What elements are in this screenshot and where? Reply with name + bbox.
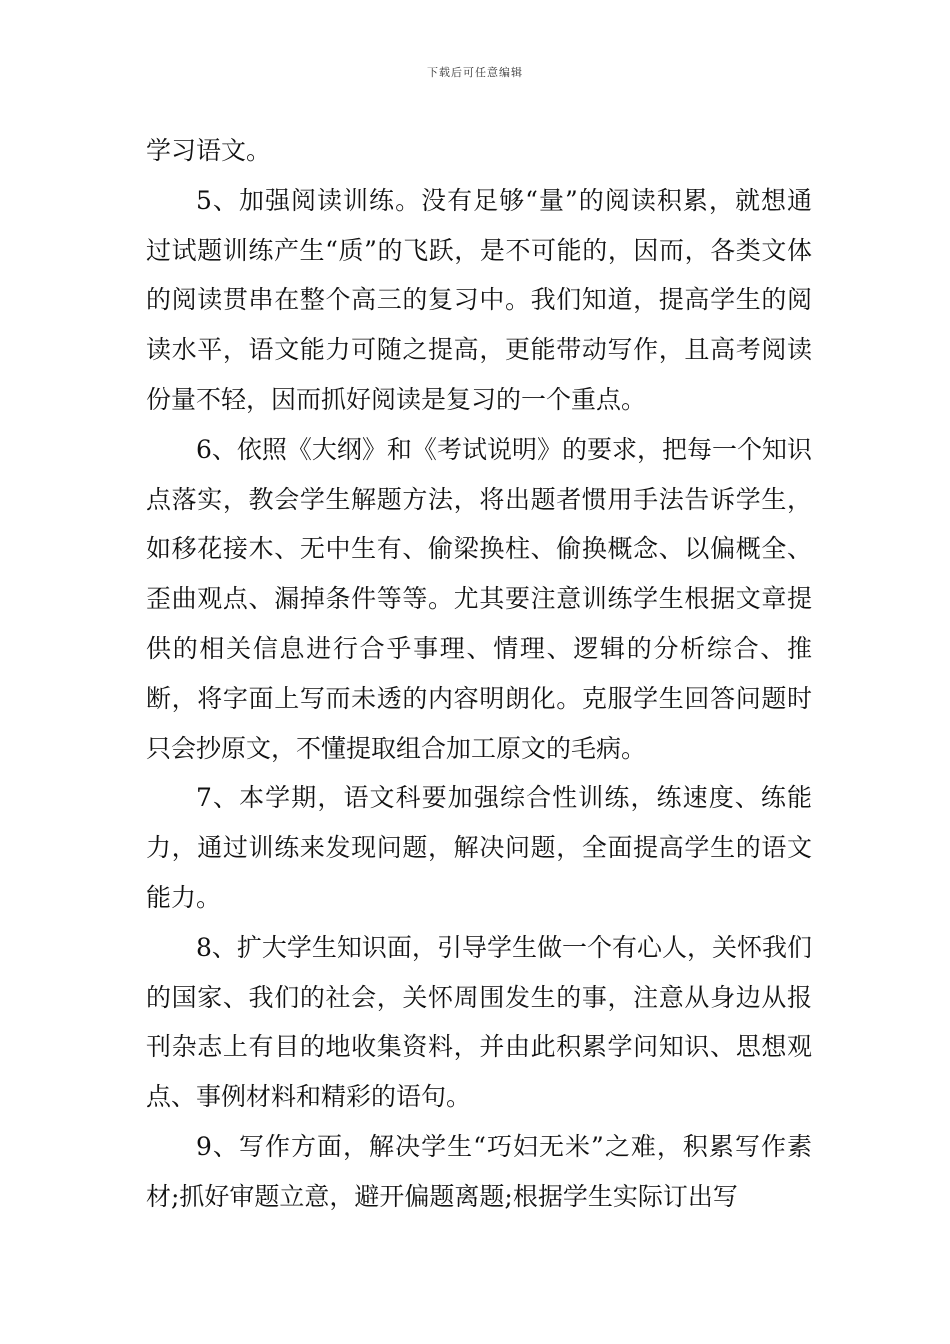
- paragraph-item-7: 7、本学期，语文科要加强综合性训练，练速度、练能力，通过训练来发现问题，解决问题，全面提高学生的语文能力。: [146, 783, 812, 912]
- document-body: [146, 126, 812, 1222]
- paragraph-continuation: 学习语文。: [146, 136, 272, 165]
- paragraph-item-5: 5、加强阅读训练。没有足够“量”的阅读积累，就想通过试题训练产生“质”的飞跃，是不可能的，因而，各类文体的阅读贯串在整个高三的复习中。我们知道，提高学生的阅读水平，语文能力可随之提高，更能带动写作，且高考阅读份量不轻，因而抓好阅读是复习的一个重点。: [146, 185, 812, 414]
- paragraph-item-9: 9、写作方面，解决学生“巧妇无米”之难，积累写作素材;抓好审题立意，避开偏题离题;根据学生实际订出写: [146, 1131, 812, 1211]
- page-header: 下载后可任意编辑: [427, 66, 523, 79]
- paragraph-item-8: 8、扩大学生知识面，引导学生做一个有心人，关怀我们的国家、我们的社会，关怀周围发生的事，注意从身边从报刊杂志上有目的地收集资料，并由此积累学问知识、思想观点、事例材料和精彩的语句。: [146, 932, 812, 1112]
- paragraph-item-6: 6、依照《大纲》和《考试说明》的要求，把每一个知识点落实，教会学生解题方法，将出题者惯用手法告诉学生，如移花接木、无中生有、偷梁换柱、偷换概念、以偏概全、歪曲观点、漏掉条件等等。尤其要注意训练学生根据文章提供的相关信息进行合乎事理、情理、逻辑的分析综合、推断，将字面上写而未透的内容明朗化。克服学生回答问题时只会抄原文，不懂提取组合加工原文的毛病。: [146, 434, 812, 763]
